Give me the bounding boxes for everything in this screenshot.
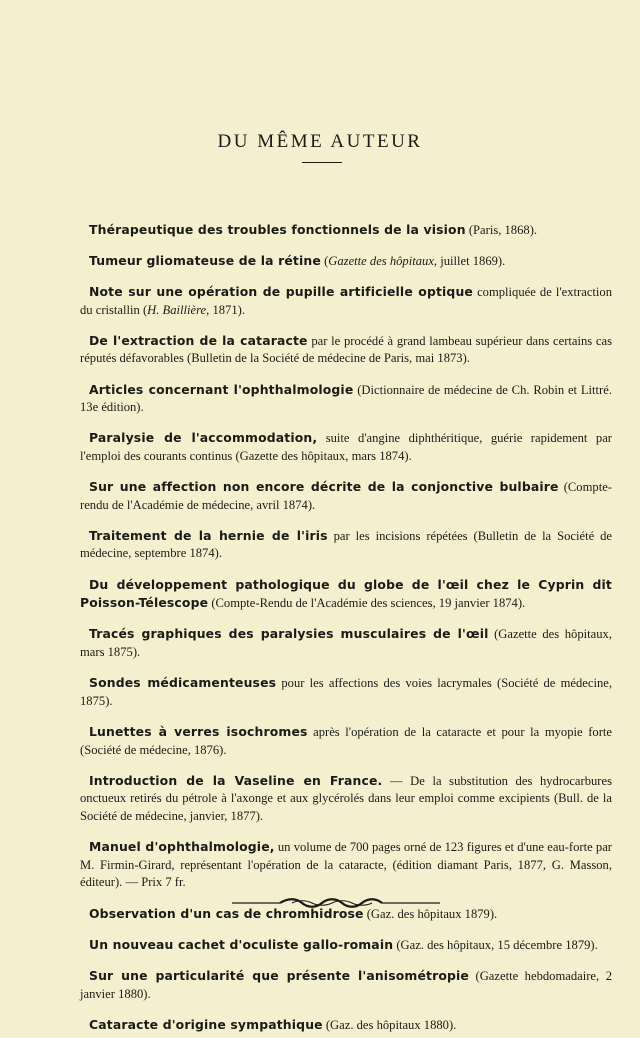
entry-title: Paralysie de l'accommodation, [89,430,318,446]
entry-detail-italic: Gazette des hôpitaux, [328,253,438,268]
entry-title: Un nouveau cachet d'oculiste gallo-romain [89,936,394,952]
entry-title: Sur une particularité que présente l'anisométropie [89,967,469,983]
bibliography-entry [80,1016,612,1035]
entry-detail: par les incisions répétées (Bulletin de la Société de médecine, septembre 1874). [80,528,612,561]
bibliography-entry [80,527,612,563]
entry-detail: après l'opération de la cataracte et pour la myopie forte (Société de médecine, 1876). [80,725,612,757]
entry-detail: juillet 1869). [437,253,506,268]
entry-detail: (Compte-Rendu de l'Académie des sciences, 19 janvier 1874). [208,596,526,611]
entry-title: Introduction de la Vaseline en France. [89,772,383,788]
bibliography-entry [80,332,612,368]
bibliography-entry [80,674,612,710]
bibliography-entry [80,283,612,319]
entry-title: Du développement pathologique du globe de l'œil chez le Cyprin dit Poisson-Télescope [80,576,612,611]
entry-detail: pour les affections des voies lacrymales (Société de médecine, 1875). [80,676,612,708]
entry-detail: (Gaz. des hôpitaux 1880). [322,1017,457,1032]
bibliography-entry [80,429,612,465]
entry-title: Sur une affection non encore décrite de la conjonctive bulbaire [89,479,559,495]
title-rule [302,162,342,163]
entry-detail: par le procédé à grand lambeau supérieur dans certains cas réputés défavorables (Bulletin de la Société de médecine de Paris, mai 1873). [80,333,612,366]
entry-detail: (Gazette hebdomadaire, 2 janvier 1880). [80,968,612,1001]
bibliography-entry [80,252,612,271]
entry-detail: 1871). [209,302,245,317]
bibliography-entry [80,838,612,892]
entry-title: Manuel d'ophthalmologie, [89,839,275,855]
entry-title: Lunettes à verres isochromes [89,724,308,739]
bibliography-entry [80,967,612,1003]
entry-title: Cataracte d'origine sympathique [89,1016,323,1032]
entry-title: Tracés graphiques des paralysies musculaires de l'œil [89,626,489,642]
entry-detail: (Dictionnaire de médecine de Ch. Robin et Littré. 13e édition). [80,382,612,415]
entry-detail: suite d'angine diphthéritique, guérie rapidement par l'emploi des courants continus (Gazette des hôpitaux, mars 1874). [80,431,612,463]
entry-detail: (Paris, 1868). [465,222,538,237]
entry-detail-italic: H. Baillière, [147,302,210,317]
page-title: DU MÊME AUTEUR [217,130,423,152]
bibliography-entry [80,723,612,759]
bibliography-entry [80,936,612,955]
entry-detail: (Gaz. des hôpitaux 1879). [363,906,498,921]
entry-detail-pre: compliquée de l'extraction du cristallin ( [80,284,612,317]
bibliography-entry [80,625,612,661]
bibliography-entry [80,381,612,417]
entry-title: Tumeur gliomateuse de la rétine [89,252,321,268]
entry-title: Traitement de la hernie de l'iris [89,527,328,543]
entry-detail: (Gaz. des hôpitaux, 15 décembre 1879). [393,937,598,952]
entry-detail-pre: ( [320,253,329,268]
entry-detail: (Compte-rendu de l'Académie de médecine, avril 1874). [80,480,612,512]
bibliography-entry [80,221,612,240]
entry-title: Note sur une opération de pupille artificielle optique [89,283,473,299]
entry-detail: — De la substitution des hydrocarbures onctueux retirés du pétrole à l'axonge et aux glycérolés dans leur emploi comme excipients (Bull. de la Société de médecine, janvier, 1877). [80,773,612,823]
entry-title: Thérapeutique des troubles fonctionnels de la vision [89,221,466,237]
entry-detail: (Gazette des hôpitaux, mars 1875). [80,627,612,660]
bibliography-entry [80,772,612,826]
entry-title: Observation d'un cas de chromhidrose [89,905,364,921]
entry-detail: un volume de 700 pages orné de 123 figures et d'une eau-forte par M. Firmin-Girard, représentant l'opération de la cataracte, (édition diamant Paris, 1877, G. Masson, éditeur). — Prix 7 fr. [80,840,612,890]
entry-title: Sondes médicamenteuses [89,675,277,691]
entry-title: De l'extraction de la cataracte [89,332,308,348]
bibliography-entry [80,576,612,613]
bibliography-list [80,208,612,1038]
ornamental-separator [232,896,440,910]
entry-title: Articles concernant l'ophthalmologie [89,381,354,397]
bibliography-entry [80,478,612,514]
